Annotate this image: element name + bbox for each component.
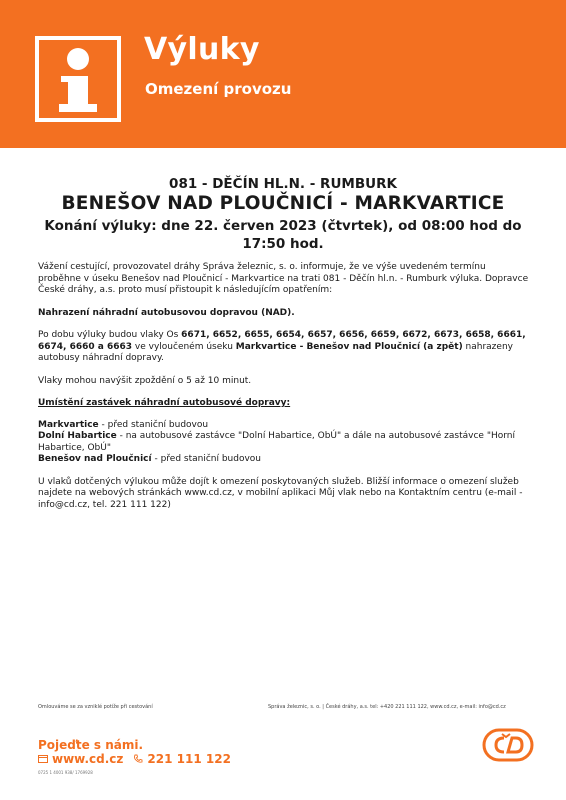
train-numbers: 6671, 6652, 6655, 6654, 6657, 6656, 6659, 6672, 6673, 6658, 6661, 6674, 6660 a 6663 — [38, 330, 526, 352]
footer-contacts: Správa železnic, s. o. | České dráhy, a.s. tel: +420 221 111 122, www.cd.cz, e-mail: info@cd.cz — [268, 704, 506, 710]
page-subtitle: Omezení provozu — [145, 80, 292, 98]
header-banner — [0, 0, 566, 148]
route-line: 081 - DĚČÍN HL.N. - RUMBURK — [169, 176, 397, 192]
replacement-section: Markvartice - Benešov nad Ploučnicí (a zpět) — [235, 341, 463, 352]
replacement-paragraph — [38, 330, 530, 365]
phone-number[interactable]: 221 111 122 — [147, 752, 231, 766]
page-title: Výluky — [144, 32, 260, 67]
replacement-end: nahrazeny autobusy náhradní dopravy. — [38, 341, 513, 363]
web-icon — [38, 754, 48, 764]
web-link[interactable]: www.cd.cz — [52, 752, 124, 766]
stop-item — [38, 454, 261, 464]
stop-description: - před staniční budovou — [98, 419, 209, 430]
stop-description: - na autobusové zastávce "Dolní Habartice, ObÚ" a dále na autobusové zastávce "Horní Habartice, ObÚ" — [38, 431, 515, 453]
notice-body — [38, 262, 530, 522]
replacement-intro: Po dobu výluky budou vlaky Os — [38, 330, 182, 340]
phone-icon — [133, 754, 143, 764]
stop-name: Dolní Habartice — [38, 431, 117, 441]
stop-item — [38, 431, 515, 453]
apology-note: Omlouváme se za vzniklé potíže při cestování — [38, 704, 153, 710]
stop-name: Markvartice — [38, 419, 99, 430]
stop-name: Benešov nad Ploučnicí — [38, 454, 152, 464]
cd-logo — [482, 728, 534, 762]
delay-paragraph: Vlaky mohou navýšit zpoždění o 5 až 10 minut. — [38, 375, 252, 386]
slogan: Pojeďte s námi. — [38, 738, 144, 752]
intro-paragraph: Vážení cestující, provozovatel dráhy Správa železnic, s. o. informuje, že ve výše uvedeném termínu proběhne v úseku Benešov nad Ploučnicí - Markvartice na trati 081 - Děčín hl.n. - Rumburk výluka. Dopravce České dráhy, a.s. proto musí přistoupit k následujícím opatřením: — [38, 262, 529, 295]
info-icon — [35, 36, 121, 122]
document-number: 0725 1 4001 938/ 1769928 — [38, 770, 93, 775]
route-titles — [40, 176, 526, 253]
stop-item — [38, 420, 208, 430]
contact-line — [38, 752, 231, 766]
closing-paragraph: U vlaků dotčených výlukou může dojít k omezení poskytovaných služeb. Bližší informace o omezení služeb najdete na webových stránkách www.cd.cz, v mobilní aplikaci Můj vlak nebo na Kontaktním centru (e-mail - info@cd.cz, tel. 221 111 122) — [38, 476, 523, 510]
stops-list — [38, 420, 530, 466]
closure-time: Konání výluky: dne 22. červen 2023 (čtvrtek), od 08:00 hod do 17:50 hod. — [44, 218, 522, 252]
stop-description: - před staniční budovou — [151, 454, 262, 464]
route-section: BENEŠOV NAD PLOUČNICÍ - MARKVARTICE — [61, 193, 505, 214]
measure-paragraph: Nahrazení náhradní autobusovou dopravou (NAD). — [38, 307, 295, 318]
stops-heading: Umístění zastávek náhradní autobusové dopravy: — [38, 398, 291, 408]
replacement-mid: ve vyloučeném úseku — [132, 341, 236, 352]
